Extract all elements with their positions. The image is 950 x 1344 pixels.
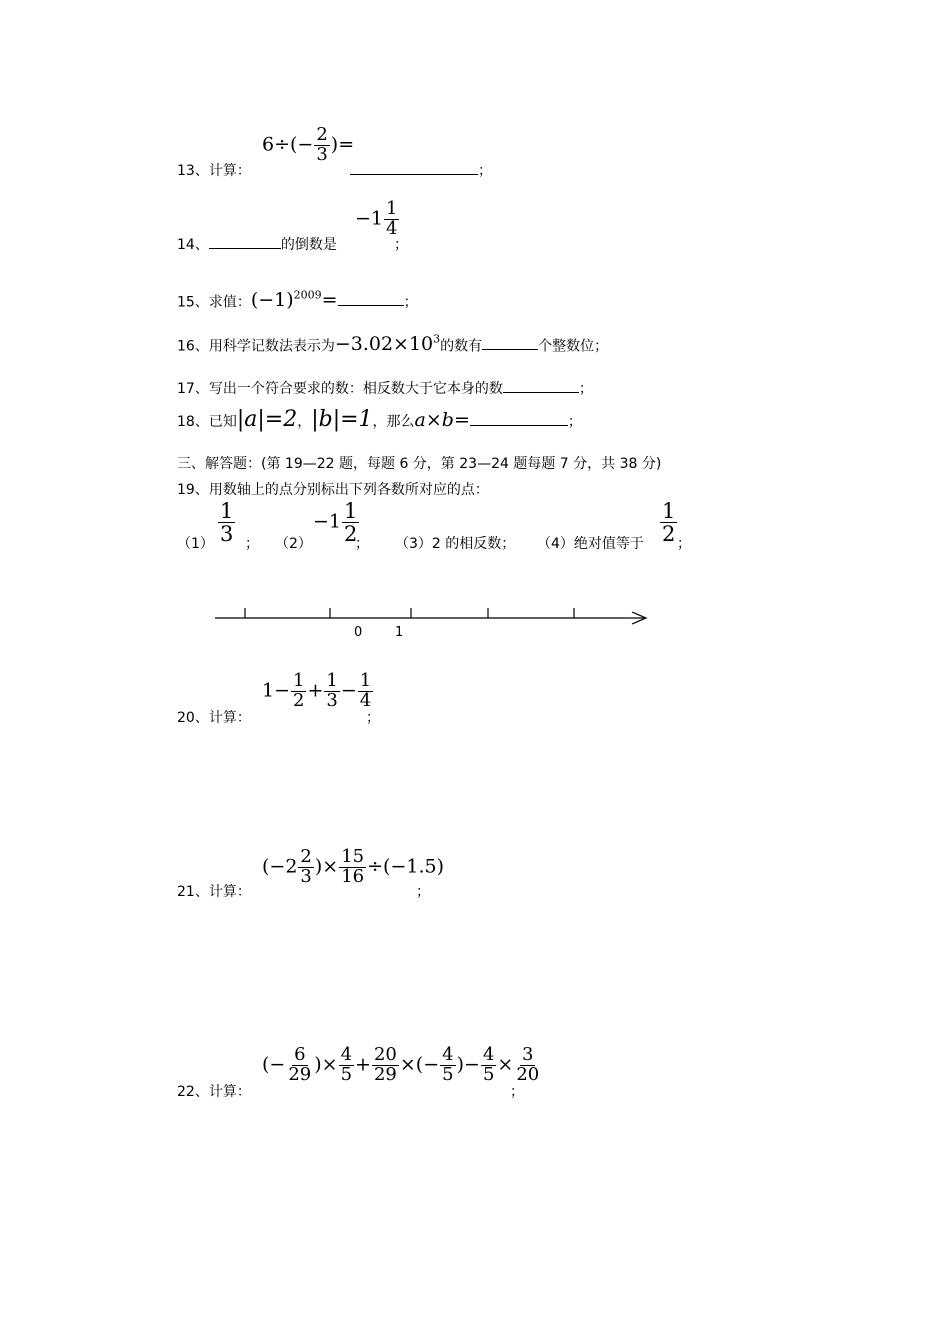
q17-answer-blank[interactable] <box>503 378 579 393</box>
label-zero: 0 <box>354 625 363 640</box>
q21-end: ； <box>416 884 430 900</box>
q13-answer-blank[interactable] <box>350 160 492 180</box>
q14-expression: −1 $\frac{1}{4}$ <box>355 198 398 239</box>
q19-text: 19、用数轴上的点分别标出下列各数所对应的点： <box>177 482 489 498</box>
q21-label: 21、计算： <box>177 884 251 900</box>
q13-label: 13、计算： <box>177 163 251 179</box>
fraction: $\frac{2}{3}$ <box>316 124 328 165</box>
q20-end: ； <box>366 710 380 726</box>
q20-label: 20、计算： <box>177 710 251 726</box>
q22-label: 22、计算： <box>177 1084 251 1100</box>
q18-answer-blank[interactable] <box>470 411 568 426</box>
q16-line: 16、用科学记数法表示为$-3.02\times 10^3$的数有 个整数位； <box>177 333 609 356</box>
section-3-heading: 三、解答题：(第 19—22 题，每题 6 分，第 23—24 题每题 7 分，共 38 分) <box>177 456 662 472</box>
q19-parts: （1） $\frac{1}{3}$ ； （2） −1 $\frac{1}{2}$ ； （3）2 的相反数； （4）绝对值等于 $\frac{1}{2}$ ； <box>177 499 691 552</box>
q20-expression: 1− $\frac{1}{2}$ + $\frac{1}{3}$ − $\frac{1}{4}$ <box>262 670 372 711</box>
q17-line: 17、写出一个符合要求的数：相反数大于它本身的数 ； <box>177 378 593 398</box>
q14-line: 14、 的倒数是 <box>177 234 337 254</box>
label-one: 1 <box>395 625 404 640</box>
q14-end: ； <box>394 237 408 253</box>
q13-expression: 6÷(− $\frac{2}{3}$ )= <box>262 124 355 165</box>
q22-end: ； <box>510 1084 524 1100</box>
q21-expression: (−2 $\frac{2}{3}$ )× $\frac{15}{16}$ ÷(−1.5) <box>262 846 445 887</box>
q15-line: 15、求值：$(-1)^{2009}=$ ； <box>177 289 418 312</box>
q16-answer-blank[interactable] <box>482 335 538 350</box>
q18-condition-a: |a|=2 <box>236 407 298 432</box>
q22-expression: (− $\frac{6}{29}$ )× $\frac{4}{5}$ + $\frac{20}{29}$ ×(− $\frac{4}{5}$ )− $\frac{4}{5}$ × $\frac{3}{20}$ <box>262 1044 540 1085</box>
q18-line: 18、已知|a|=2，|b|=1，那么a×b= ； <box>177 407 582 432</box>
number-line <box>0 596 950 646</box>
q15-expression: $(-1)^{2009}=$ <box>250 289 338 312</box>
q15-answer-blank[interactable] <box>338 291 404 306</box>
q14-answer-blank[interactable] <box>209 234 281 249</box>
q13-end: ； <box>478 163 492 179</box>
q18-expression: a×b= <box>414 409 470 431</box>
q18-condition-b: |b|=1 <box>311 407 373 432</box>
q16-expression: $-3.02\times 10^3$ <box>334 333 441 356</box>
